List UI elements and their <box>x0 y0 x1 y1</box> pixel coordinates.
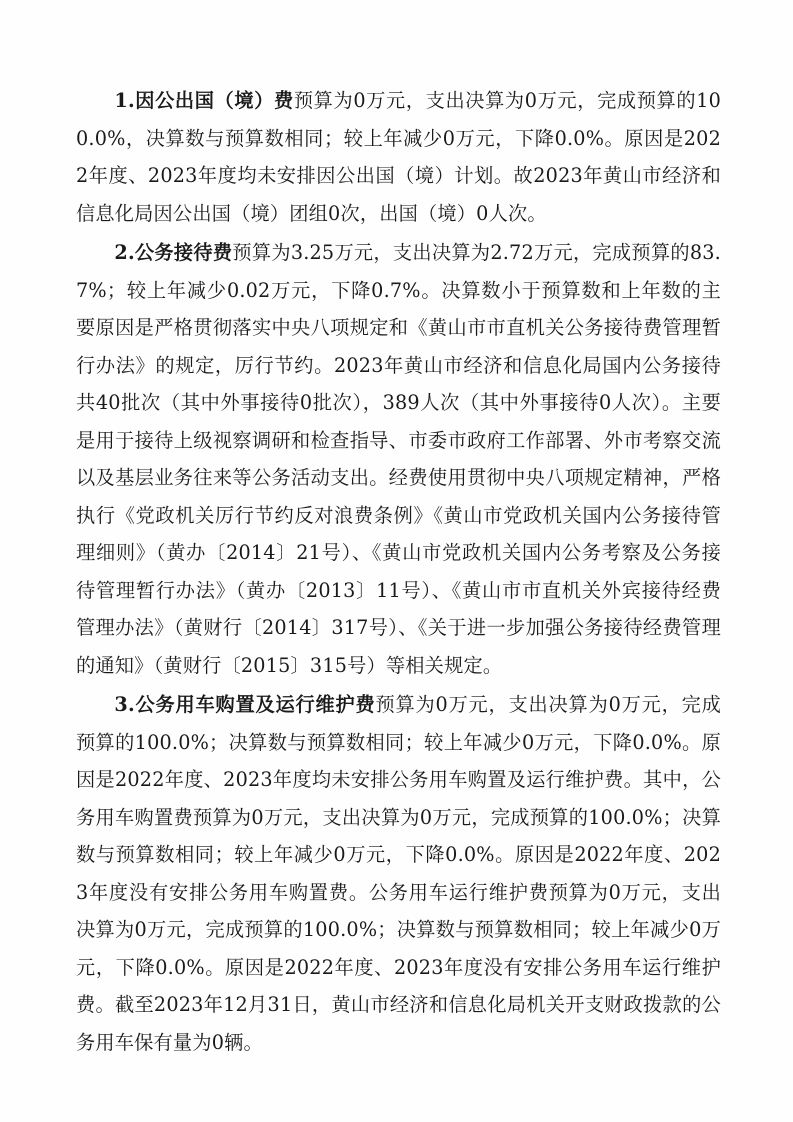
document-body <box>76 82 721 1063</box>
paragraph-text: 预算为0万元，支出决算为0万元，完成预算的100.0%；决算数与预算数相同；较上年减少0万元，下降0.0%。原因是2022年度、2023年度均未安排公务用车购置及运行维护费。其中，公务用车购置费预算为0万元，支出决算为0万元，完成预算的100.0%；决算数与预算数相同；较上年减少0万元，下降0.0%。原因是2022年度、2023年度没有安排公务用车购置费。公务用车运行维护费预算为0万元，支出决算为0万元，完成预算的100.0%；决算数与预算数相同；较上年减少0万元，下降0.0%。原因是2022年度、2023年度没有安排公务用车运行维护费。截至2023年12月31日，黄山市经济和信息化局机关开支财政拨款的公务用车保有量为0辆。 <box>76 693 721 1054</box>
paragraph-lead-label: 1.因公出国（境）费 <box>114 89 294 112</box>
paragraph-text: 预算为0万元，支出决算为0万元，完成预算的100.0%，决算数与预算数相同；较上年减少0万元，下降0.0%。原因是2022年度、2023年度均未安排因公出国（境）计划。故2023年黄山市经济和信息化局因公出国（境）团组0次，出国（境）0人次。 <box>76 89 722 225</box>
paragraph-official-vehicle-expenses <box>76 686 721 1061</box>
paragraph-overseas-travel-expenses <box>76 82 721 232</box>
paragraph-official-reception-expenses <box>76 234 721 684</box>
paragraph-text: 预算为3.25万元，支出决算为2.72万元，完成预算的83.7%；较上年减少0.02万元，下降0.7%。决算数小于预算数和上年数的主要原因是严格贯彻落实中央八项规定和《黄山市市直机关公务接待费管理暂行办法》的规定，厉行节约。2023年黄山市经济和信息化局国内公务接待共40批次（其中外事接待0批次），389人次（其中外事接待0人次）。主要是用于接待上级视察调研和检查指导、市委市政府工作部署、外市考察交流以及基层业务往来等公务活动支出。经费使用贯彻中央八项规定精神，严格执行《党政机关厉行节约反对浪费条例》《黄山市党政机关国内公务接待管理细则》（黄办〔2014〕21号）、《黄山市党政机关国内公务考察及公务接待管理暂行办法》（黄办〔2013〕11号）、《黄山市市直机关外宾接待经费管理办法》（黄财行〔2014〕317号）、《关于进一步加强公务接待经费管理的通知》（黄财行〔2015〕315号）等相关规定。 <box>76 241 721 677</box>
paragraph-lead-label: 3.公务用车购置及运行维护费 <box>114 693 376 716</box>
paragraph-lead-label: 2.公务接待费 <box>114 241 233 264</box>
